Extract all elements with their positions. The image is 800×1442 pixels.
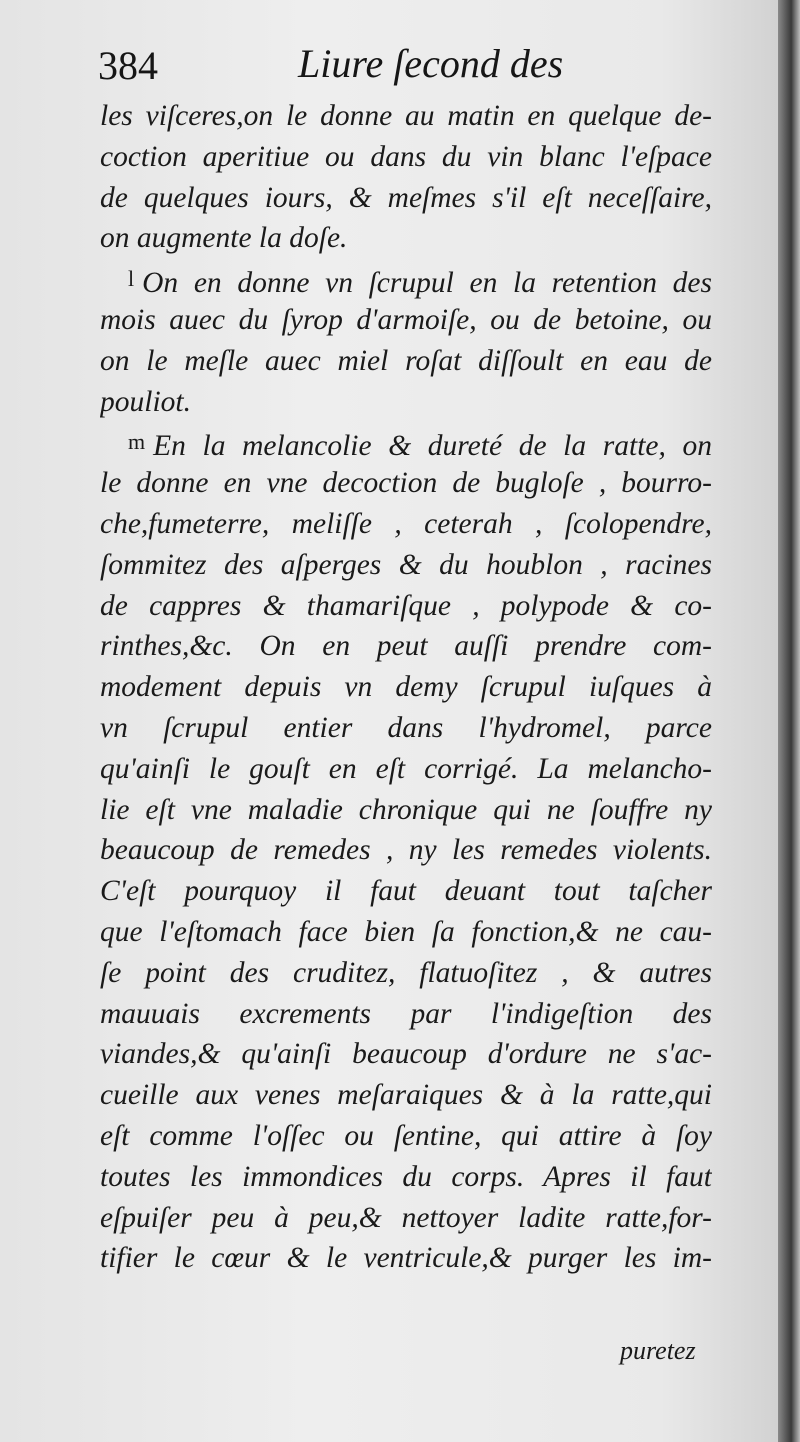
note-m-first-line [100,422,712,463]
text-line: lie eſt vne maladie chronique qui ne ſouffre ny [100,793,712,826]
page-header [98,36,698,92]
text-line: le donne en vne decoction de bugloſe , bourro- [100,467,712,500]
text-line: modement depuis vn demy ſcrupul iuſques à [100,671,712,704]
text-line: mauuais excrements par l'indigeſtion des [100,997,712,1030]
text-line: toutes les immondices du corps. Apres il faut [100,1160,712,1193]
text-line: coction aperitiue ou dans du vin blanc l'eſpace [100,140,712,173]
text-line: qu'ainſi le gouſt en eſt corrigé. La melancho- [100,752,712,785]
text-line: que l'eſtomach face bien ſa fonction,& ne cau- [100,915,712,948]
page-number: 384 [98,43,158,88]
text-line: mois auec du ſyrop d'armoiſe, ou de betoine, ou [100,303,712,336]
text-line: cueille aux venes meſaraiques & à la ratte,qui [100,1079,712,1112]
catchword: puretez [620,1336,696,1365]
text-line: on augmente la doſe. [100,222,348,255]
text-line: viandes,& qu'ainſi beaucoup d'ordure ne s'ac- [100,1038,712,1071]
note-marker-l: l [128,266,135,292]
text-line: de quelques iours, & meſmes s'il eſt neceſſaire, [100,181,712,214]
text-line: ſe point des cruditez, flatuoſitez , & autres [100,956,712,989]
text-line: che,fumeterre, meliſſe , ceterah , ſcolopendre, [100,507,712,540]
text-line: En la melancolie & dureté de la ratte, on [153,430,712,463]
note-marker-m: m [128,429,146,455]
text-line: beaucoup de remedes , ny les remedes violents. [100,834,712,867]
text-line: eſt comme l'oſſec ou ſentine, qui attire à ſoy [100,1119,712,1152]
book-gutter [778,0,800,1442]
body-text [100,96,712,1279]
text-line: rinthes,&c. On en peut auſſi prendre com- [100,630,712,663]
text-line: pouliot. [100,385,191,418]
note-l-first-line [100,259,712,300]
text-line: On en donne vn ſcrupul en la retention des [142,267,712,300]
text-line: tifier le cœur & le ventricule,& purger les im- [100,1242,712,1275]
text-line: on le meſle auec miel roſat diſſoult en eau de [100,344,712,377]
text-line: les viſceres,on le donne au matin en quelque de- [100,100,712,132]
text-line: de cappres & thamariſque , polypode & co- [100,589,712,622]
text-line: vn ſcrupul entier dans l'hydromel, parce [100,711,712,744]
running-title: Liure ſecond des [298,41,564,86]
text-line: eſpuiſer peu à peu,& nettoyer ladite ratte,for- [100,1201,712,1234]
text-line: C'eſt pourquoy il faut deuant tout taſcher [100,875,712,908]
text-line: ſommitez des aſperges & du houblon , racines [100,548,712,581]
